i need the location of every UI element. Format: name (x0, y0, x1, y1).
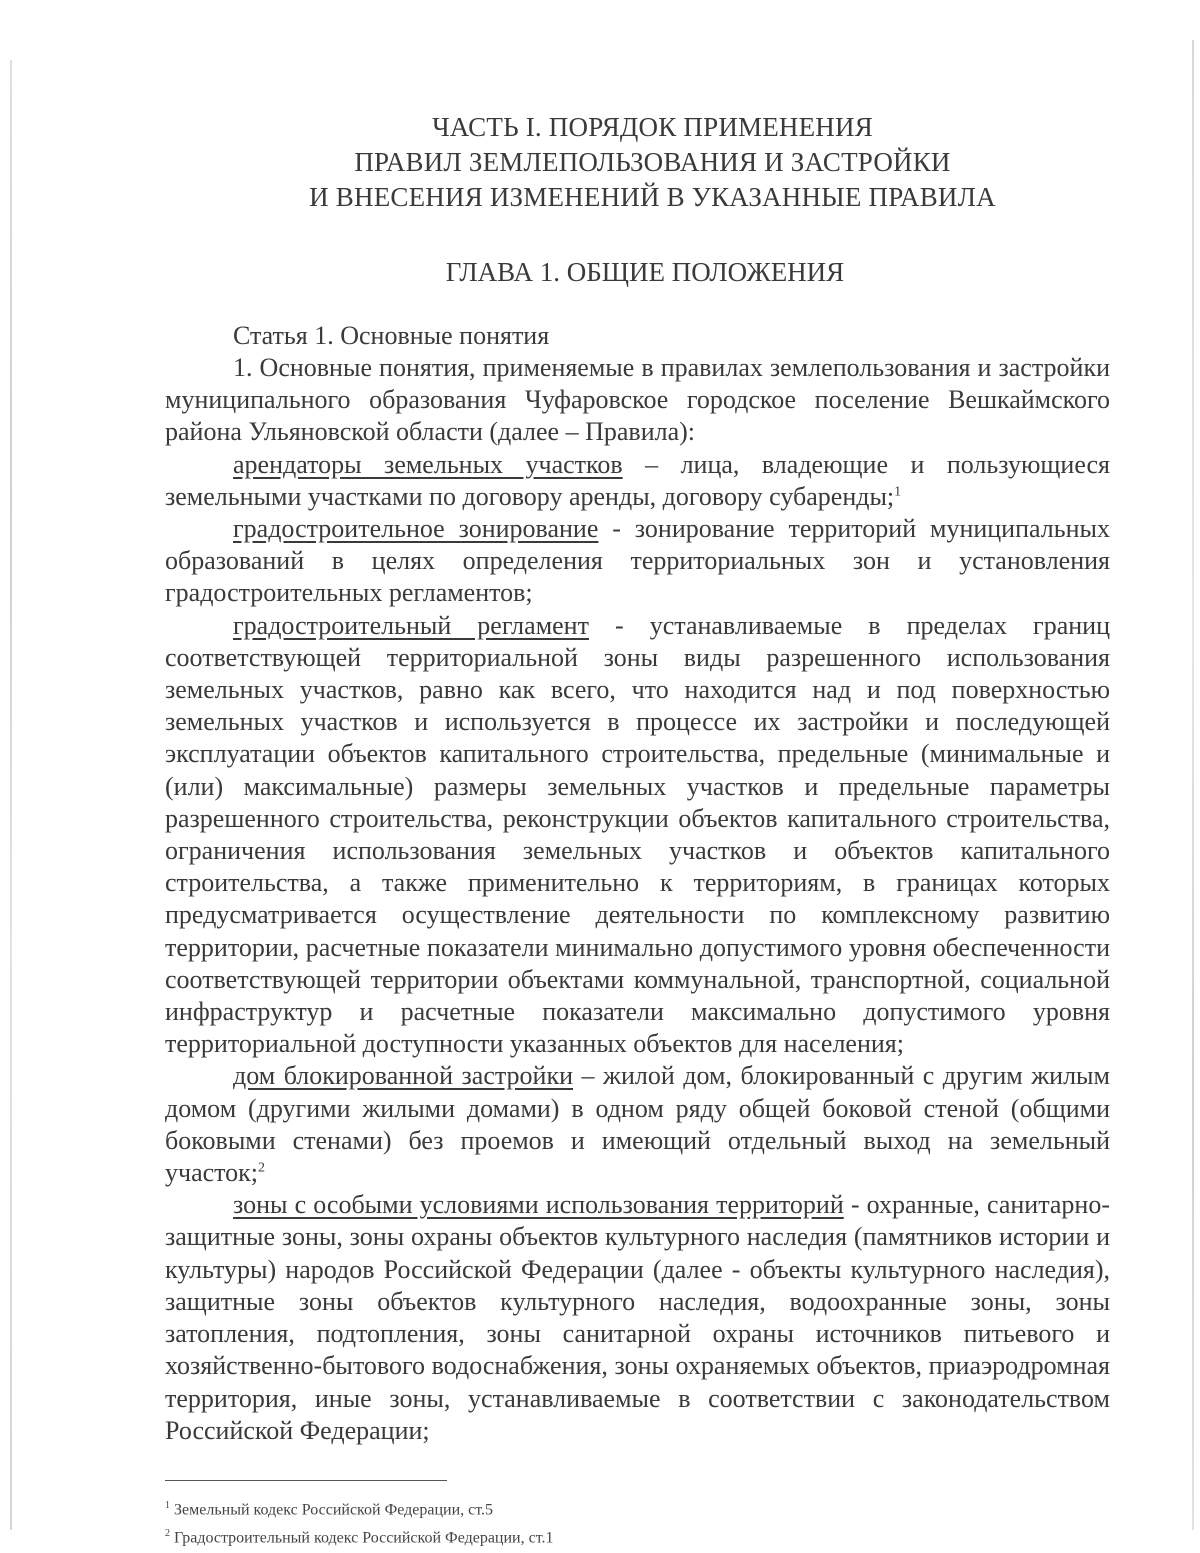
definition-paragraph (165, 1060, 1110, 1189)
footnote-number: 1 (165, 1500, 170, 1511)
definition-text: - устанавливаемые в пределах границ соответствующей территориальной зоны виды разрешенного использования земельных участков, равно как всего, что находится над и под поверхностью земельных участков и используется в процессе их застройки и последующей эксплуатации объектов капитального строительства, предельные (минимальные и (или) максимальные) размеры земельных участков и предельные параметры разрешенного строительства, реконструкции объектов капитального строительства, ограничения использования земельных участков и объектов капитального строительства, а также применительно к территориям, в границах которых предусматривается осуществление деятельности по комплексному развитию территории, расчетные показатели минимально допустимого уровня обеспеченности соответствующей территории объектами коммунальной, транспортной, социальной инфраструктур и расчетные показатели максимально допустимого уровня территориальной доступности указанных объектов для населения; (165, 610, 1110, 1059)
scan-edge-right (1192, 40, 1194, 1530)
chapter-title: ГЛАВА 1. ОБЩИЕ ПОЛОЖЕНИЯ (445, 257, 845, 287)
footnotes (165, 1494, 865, 1551)
footnote-text: Градостроительный кодекс Российской Федерации, ст.1 (170, 1529, 554, 1547)
definition-term: арендаторы земельных участков (233, 449, 623, 479)
footnote-divider (165, 1480, 447, 1481)
definition-term: градостроительное зонирование (233, 514, 599, 544)
definition-term: зоны с особыми условиями использования территорий (233, 1190, 844, 1220)
definition-text: – жилой дом, блокированный с другим жилым домом (другими жилыми домами) в одном ряду общей боковой стеной (общими боковыми стенами) без проемов и имеющий отдельный выход на земельный участок; (165, 1061, 1110, 1188)
definition-paragraph (165, 449, 1110, 513)
footnote-ref: 1 (894, 484, 902, 500)
footnote (165, 1522, 865, 1550)
definition-paragraph (165, 513, 1110, 610)
part-title-line: И ВНЕСЕНИЯ ИЗМЕНЕНИЙ В УКАЗАННЫЕ ПРАВИЛА (309, 182, 996, 212)
footnote-ref: 2 (258, 1160, 266, 1176)
definition-text: - зонирование территорий муниципальных образований в целях определения территориальных зон и установления градостроительных регламентов; (165, 514, 1110, 608)
part-title-line: ЧАСТЬ I. ПОРЯДОК ПРИМЕНЕНИЯ (432, 112, 873, 142)
article-title: Статья 1. Основные понятия (233, 321, 550, 350)
document-page (165, 110, 1110, 1447)
footnote-text: Земельный кодекс Российской Федерации, ст.5 (170, 1501, 494, 1519)
definition-term: градостроительный регламент (233, 610, 589, 640)
definition-text: – лица, владеющие и пользующиеся земельными участками по договору аренды, договору субаренды; (165, 449, 1111, 511)
part-title (165, 110, 1110, 215)
definition-paragraph (165, 1189, 1110, 1447)
definition-text: - охранные, санитарно-защитные зоны, зоны охраны объектов культурного наследия (памятников истории и культуры) народов Российской Федерации (далее - объекты культурного наследия), защитные зоны объектов культурного наследия, водоохранные зоны, зоны затопления, подтопления, зоны санитарной охраны источников питьевого и хозяйственно-бытового водоснабжения, зоны охраняемых объектов, приаэродромная территория, иные зоны, устанавливаемые в соответствии с законодательством Российской Федерации; (165, 1190, 1110, 1445)
footnote (165, 1494, 865, 1522)
definition-term: дом блокированной застройки (233, 1061, 573, 1091)
footnote-number: 2 (165, 1528, 170, 1540)
definition-paragraph (165, 610, 1110, 1061)
scan-edge-left (10, 60, 12, 1530)
part-title-line: ПРАВИЛ ЗЕМЛЕПОЛЬЗОВАНИЯ И ЗАСТРОЙКИ (354, 147, 951, 177)
intro-paragraph: 1. Основные понятия, применяемые в правилах землепользования и застройки муниципального образования Чуфаровское городское поселение Вешкаймского района Ульяновской области (далее – Правила): (165, 353, 1110, 447)
